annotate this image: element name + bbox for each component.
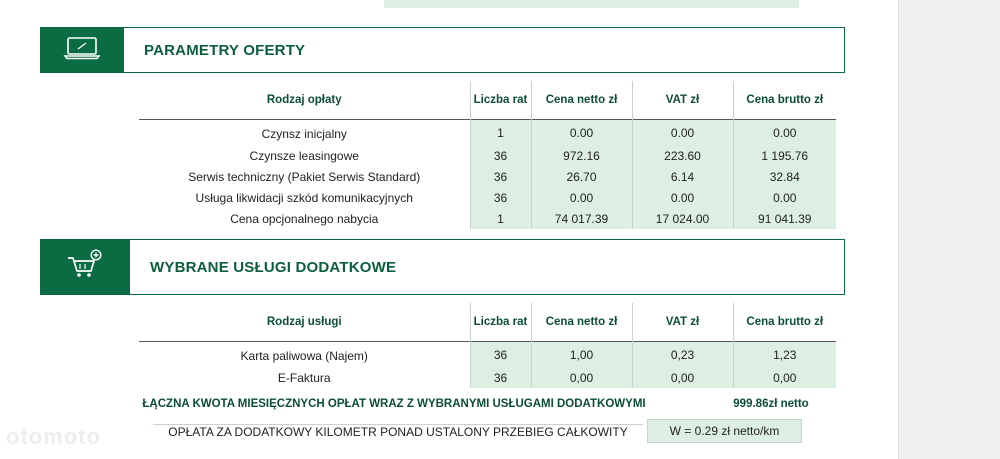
net-price: 0,00 [531, 367, 632, 388]
service-type: E-Faktura [277, 370, 331, 385]
installments: 36 [470, 166, 531, 187]
net-price: 0.00 [531, 187, 632, 208]
installments: 36 [470, 367, 531, 388]
table-row [139, 120, 836, 146]
installments: 36 [470, 342, 531, 368]
table-header-row [139, 81, 836, 120]
monthly-total-value: 999.86zł netto [733, 398, 809, 410]
vat: 6.14 [632, 166, 733, 187]
fee-type: Cena opcjonalnego nabycia [230, 211, 379, 226]
table-row [139, 166, 836, 187]
offer-section-header [40, 27, 845, 73]
installments: 36 [470, 187, 531, 208]
net-price: 1,00 [531, 342, 632, 368]
services-icon-box [40, 239, 130, 295]
installments: 1 [470, 120, 531, 146]
watermark-logo: otomoto [6, 424, 101, 449]
cart-add-icon [65, 249, 105, 286]
col-header: Rodzaj usługi [266, 316, 342, 328]
monthly-total-label: ŁĄCZNA KWOTA MIESIĘCZNYCH OPŁAT WRAZ Z WYBRANYMI USŁUGAMI DODATKOWYMI [142, 398, 646, 410]
fee-type: Czynsz inicjalny [261, 126, 347, 141]
installments: 1 [470, 208, 531, 229]
vat: 17 024.00 [632, 208, 733, 229]
vat: 0.00 [632, 187, 733, 208]
net-price: 26.70 [531, 166, 632, 187]
installments: 36 [470, 145, 531, 166]
col-header: Cena brutto zł [733, 81, 836, 120]
net-price: 74 017.39 [531, 208, 632, 229]
service-type: Karta paliwowa (Najem) [240, 348, 368, 363]
col-header: Cena brutto zł [733, 303, 836, 342]
extra-km-label: OPŁATA ZA DODATKOWY KILOMETR PONAD USTALONY PRZEBIEG CAŁKOWITY [153, 424, 643, 439]
table-row [139, 187, 836, 208]
gross-price: 1,23 [733, 342, 836, 368]
top-value-strip [384, 0, 799, 8]
gross-price: 91 041.39 [733, 208, 836, 229]
col-header: Cena netto zł [531, 81, 632, 120]
services-section-header [40, 239, 845, 295]
vat: 223.60 [632, 145, 733, 166]
table-row [139, 342, 836, 368]
fee-type: Serwis techniczny (Pakiet Serwis Standard) [188, 169, 421, 184]
gross-price: 0.00 [733, 187, 836, 208]
gross-price: 0,00 [733, 367, 836, 388]
offer-section-title: PARAMETRY OFERTY [144, 41, 306, 59]
gross-price: 32.84 [733, 166, 836, 187]
services-section-title: WYBRANE USŁUGI DODATKOWE [150, 258, 397, 276]
col-header: Cena netto zł [531, 303, 632, 342]
col-header: VAT zł [632, 81, 733, 120]
table-header-row [139, 303, 836, 342]
right-scroll-gutter [898, 0, 1000, 459]
col-header: VAT zł [632, 303, 733, 342]
table-row [139, 208, 836, 229]
laptop-icon [63, 36, 101, 65]
monthly-total-row [139, 395, 836, 415]
table-row [139, 367, 836, 388]
net-price: 0.00 [531, 120, 632, 146]
extra-km-value: W = 0.29 zł netto/km [647, 419, 802, 443]
fee-type: Usługa likwidacji szkód komunikacyjnych [195, 190, 413, 205]
vat: 0.00 [632, 120, 733, 146]
fee-type: Czynsze leasingowe [249, 148, 359, 163]
net-price: 972.16 [531, 145, 632, 166]
vat: 0,23 [632, 342, 733, 368]
gross-price: 1 195.76 [733, 145, 836, 166]
offer-table [139, 81, 836, 229]
col-header: Rodzaj opłaty [266, 94, 342, 106]
col-header: Liczba rat [470, 303, 531, 342]
gross-price: 0.00 [733, 120, 836, 146]
col-header: Liczba rat [470, 81, 531, 120]
offer-icon-box [40, 27, 124, 73]
vat: 0,00 [632, 367, 733, 388]
services-table [139, 303, 836, 388]
table-row [139, 145, 836, 166]
